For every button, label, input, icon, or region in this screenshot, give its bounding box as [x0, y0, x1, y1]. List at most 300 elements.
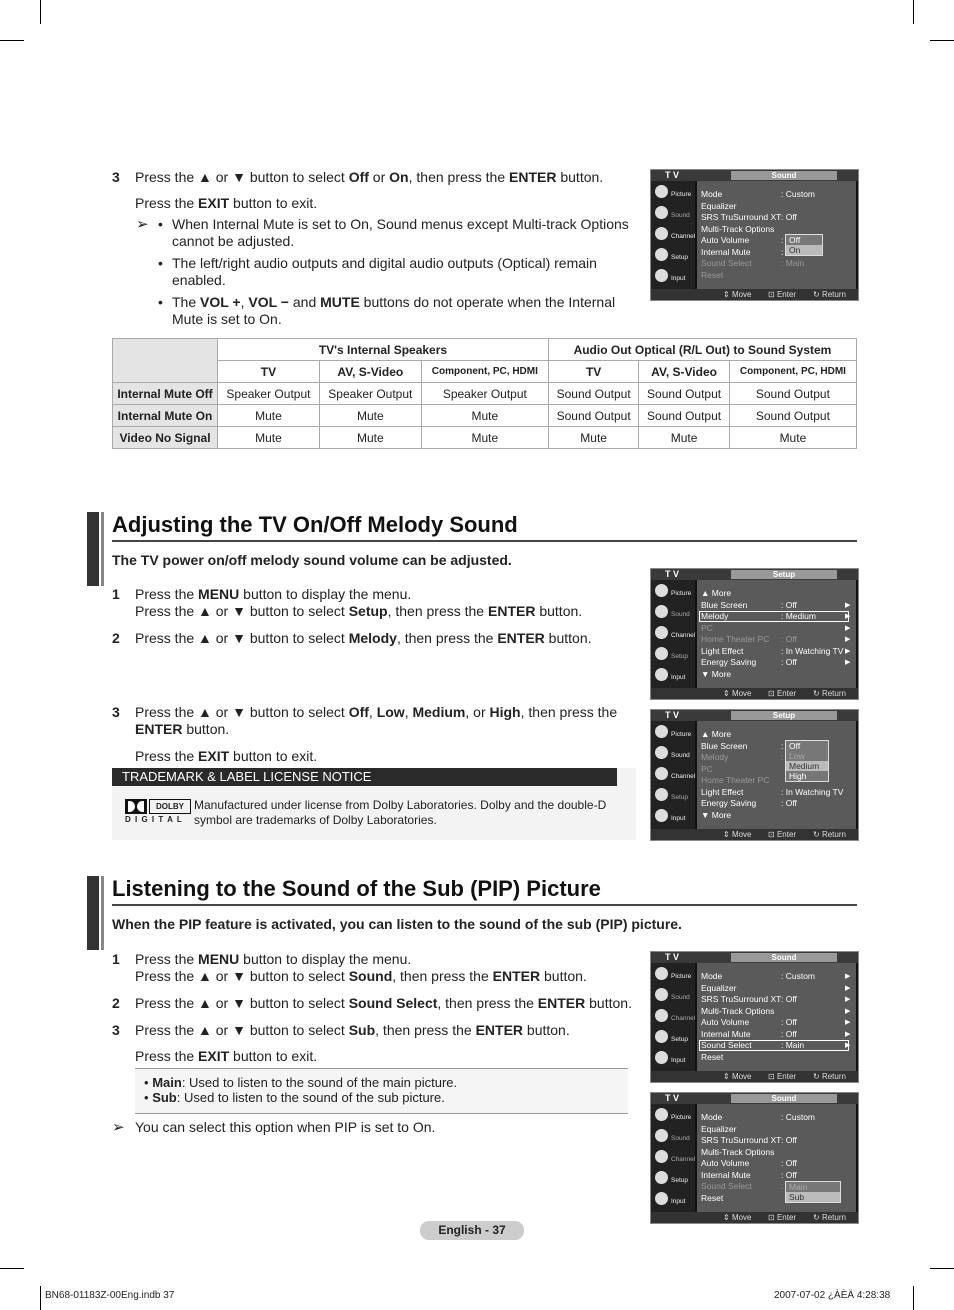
osd-sidebar-item-input — [653, 1048, 695, 1068]
setup-icon — [655, 1030, 668, 1043]
crop-mark — [40, 1286, 41, 1310]
setup-icon — [655, 788, 668, 801]
section-rule — [112, 904, 857, 906]
osd-footer — [651, 1212, 858, 1223]
table-col-header: TV — [548, 361, 638, 383]
step-number: 1 — [112, 586, 120, 602]
table-cell: Sound Output — [639, 383, 729, 405]
osd-tv-label: T V — [665, 710, 680, 720]
osd-sidebar-item-channel — [653, 1006, 695, 1026]
osd-row-label: Melody — [701, 611, 729, 621]
chevron-right-icon: ▶ — [845, 1019, 851, 1026]
table-corner — [113, 339, 218, 383]
table-group-header: Audio Out Optical (R/L Out) to Sound System — [548, 339, 856, 361]
osd-row-value: : — [781, 752, 784, 762]
dolby-logo — [125, 799, 191, 825]
osd-row-value: : In Watching TV — [781, 786, 844, 797]
crop-mark — [0, 40, 24, 41]
osd-sidebar-label: Sound — [671, 611, 690, 618]
osd-option: Off — [789, 741, 801, 751]
osd-footer — [651, 289, 858, 300]
osd-menu-title: Sound — [731, 953, 837, 962]
table-col-header: Component, PC, HDMI — [729, 361, 856, 383]
section-lead: When the PIP feature is activated, you can listen to the sound of the sub (PIP) picture. — [112, 916, 682, 932]
osd-sidebar-label: Setup — [671, 1036, 688, 1043]
osd-option: On — [786, 245, 822, 255]
osd-sidebar — [651, 580, 695, 688]
note-arrow: ➢ — [112, 1119, 125, 1136]
osd-sidebar-item-picture — [653, 182, 695, 202]
osd-main — [697, 721, 856, 829]
table-cell: Mute — [421, 427, 548, 449]
osd-return-text: Return — [821, 1213, 846, 1222]
osd-row-value: : In Watching TV — [781, 645, 844, 656]
osd-option: Main — [789, 1182, 808, 1192]
return-icon: ↻ — [813, 290, 820, 299]
chevron-right-icon: ▶ — [845, 984, 851, 992]
table-cell: Sound Output — [729, 383, 856, 405]
osd-row-value: : Off — [781, 212, 797, 222]
osd-sidebar-item-input — [653, 665, 695, 685]
osd-row-label: SRS TruSurround XT — [701, 212, 782, 222]
osd-sidebar-item-picture — [653, 1105, 695, 1125]
osd-move-label — [723, 1212, 752, 1223]
osd-option: Low — [789, 751, 805, 761]
osd-row-label: Multi-Track Options — [701, 1146, 775, 1157]
osd-sidebar-label: Channel — [671, 1015, 696, 1022]
osd-row-label: Auto Volume — [701, 1158, 750, 1168]
step-number: 1 — [112, 951, 120, 967]
osd-main — [697, 1104, 856, 1212]
osd-sidebar-item-sound — [653, 203, 695, 223]
note-text: Mute is set to On. — [172, 311, 282, 327]
osd-enter-text: Enter — [776, 1072, 797, 1081]
osd-enter-label — [768, 829, 796, 840]
tv-menu-setup-melody — [650, 709, 859, 841]
tv-menu-sound-sub — [650, 1092, 859, 1224]
osd-option: Sub — [786, 1192, 840, 1202]
osd-row-label: Multi-Track Options — [701, 223, 775, 234]
note-text: enabled. — [172, 272, 226, 288]
osd-row-label: Internal Mute — [701, 1169, 751, 1180]
osd-move-label — [723, 289, 752, 300]
osd-row-value: : Off — [781, 1028, 797, 1039]
osd-tv-label: T V — [665, 1093, 680, 1103]
osd-sidebar-item-input — [653, 266, 695, 286]
osd-row-label: ▼ More — [701, 809, 732, 820]
osd-row-label: Reset — [701, 1051, 724, 1062]
osd-sidebar-label: Picture — [671, 1114, 692, 1121]
osd-row-label: ▲ More — [701, 588, 732, 598]
osd-enter-label — [768, 289, 796, 300]
osd-row-label: Home Theater PC — [701, 775, 770, 785]
osd-sidebar-label: Setup — [671, 1177, 688, 1184]
osd-tv-label: T V — [665, 170, 680, 180]
picture-icon — [655, 725, 668, 738]
chevron-right-icon: ▶ — [845, 996, 851, 1003]
osd-enter-label — [768, 688, 796, 699]
osd-sidebar-item-picture — [653, 964, 695, 984]
chevron-right-icon: ▶ — [845, 636, 851, 643]
osd-move-label — [723, 829, 752, 840]
osd-menu-title: Sound — [731, 171, 837, 180]
osd-sidebar-label: Picture — [671, 731, 692, 738]
crop-mark — [0, 1268, 24, 1269]
osd-sidebar-item-picture — [653, 722, 695, 742]
osd-sidebar-item-setup — [653, 644, 695, 664]
input-icon — [655, 809, 668, 822]
row-label: Internal Mute On — [113, 405, 218, 427]
osd-row-value: : — [781, 246, 784, 257]
section-bar — [87, 512, 99, 586]
note-text: cannot be adjusted. — [172, 233, 295, 249]
setup-icon — [655, 248, 668, 261]
tv-menu-setup — [650, 568, 859, 700]
input-icon — [655, 1192, 668, 1205]
osd-dropdown — [785, 234, 823, 256]
table-cell: Sound Output — [548, 405, 638, 427]
osd-row-label: Internal Mute — [701, 1028, 751, 1039]
osd-row-label: Sound Select — [701, 1040, 752, 1050]
osd-enter-text: Enter — [776, 1213, 797, 1222]
osd-option: Off — [789, 235, 801, 245]
osd-sidebar-label: Picture — [671, 973, 692, 980]
osd-return-label — [813, 688, 846, 699]
table-cell: Sound Output — [639, 405, 729, 427]
chevron-right-icon: ▶ — [845, 973, 851, 980]
osd-sidebar-label: Sound — [671, 212, 690, 219]
osd-sidebar-item-sound — [653, 743, 695, 763]
osd-move-text: Move — [731, 689, 752, 698]
osd-row-value: : Medium — [781, 611, 816, 621]
step-text: Press the MENU button to display the menu. — [135, 586, 412, 602]
osd-row-label: Reset — [701, 1192, 724, 1203]
enter-icon: ⊡ — [768, 830, 775, 839]
step-text: Press the ▲ or ▼ button to select Off, Low, Medium, or High, then press the — [135, 704, 618, 720]
osd-row-label: Home Theater PC — [701, 634, 770, 644]
osd-return-text: Return — [821, 689, 846, 698]
chevron-right-icon: ▶ — [845, 624, 851, 632]
file-name: BN68-01183Z-00Eng.indb 37 — [45, 1290, 175, 1301]
sound-icon — [655, 746, 668, 759]
channel-icon — [655, 227, 668, 240]
step-text: Press the ▲ or ▼ button to select Sound Select, then press the ENTER button. — [135, 995, 632, 1011]
osd-sidebar-item-channel — [653, 224, 695, 244]
osd-sidebar-label: Channel — [671, 773, 696, 780]
return-icon: ↻ — [813, 1213, 820, 1222]
sound-icon — [655, 1129, 668, 1142]
picture-icon — [655, 1108, 668, 1121]
table-row — [113, 405, 857, 427]
step-text: Press the ▲ or ▼ button to select Setup, then press the ENTER button. — [135, 603, 583, 619]
osd-row-label: Internal Mute — [701, 246, 751, 257]
osd-dropdown — [785, 1181, 841, 1203]
osd-sidebar-label: Setup — [671, 653, 688, 660]
crop-mark — [913, 0, 914, 24]
channel-icon — [655, 767, 668, 780]
table-cell: Sound Output — [548, 383, 638, 405]
table-cell: Speaker Output — [319, 383, 421, 405]
input-icon — [655, 269, 668, 282]
osd-footer — [651, 688, 858, 699]
trademark-heading: TRADEMARK & LABEL LICENSE NOTICE — [112, 768, 617, 786]
osd-return-label — [813, 829, 846, 840]
osd-row-label: SRS TruSurround XT — [701, 1135, 782, 1145]
osd-footer — [651, 1071, 858, 1082]
osd-enter-text: Enter — [776, 290, 797, 299]
osd-sidebar-item-setup — [653, 1027, 695, 1047]
osd-option: Medium — [786, 761, 828, 771]
osd-move-label — [723, 688, 752, 699]
step-number: 2 — [112, 995, 120, 1011]
note-sub: • Sub: Used to listen to the sound of the sub picture. — [144, 1090, 445, 1105]
step-number: 3 — [112, 704, 120, 720]
osd-sidebar-item-channel — [653, 764, 695, 784]
osd-main — [697, 963, 856, 1071]
osd-row-label: Sound Select — [701, 1181, 752, 1191]
table-cell: Mute — [218, 427, 320, 449]
osd-row-label: Energy Saving — [701, 657, 757, 667]
note-text: The VOL +, VOL − and MUTE buttons do not operate when the Internal — [172, 294, 616, 310]
note-arrow: ➢ — [136, 216, 149, 233]
osd-sidebar-label: Channel — [671, 632, 696, 639]
osd-row-label: ▲ More — [701, 729, 732, 739]
osd-sidebar-label: Input — [671, 815, 686, 822]
osd-row-value: : Off — [781, 798, 797, 808]
osd-sidebar-label: Setup — [671, 254, 688, 261]
osd-sidebar-label: Channel — [671, 1156, 696, 1163]
note-bullet: • — [158, 216, 163, 232]
updown-icon: ⇕ — [723, 1072, 730, 1081]
exit-instruction: Press the EXIT button to exit. — [135, 195, 318, 211]
osd-return-text: Return — [821, 830, 846, 839]
note-main: • Main: Used to listen to the sound of the main picture. — [144, 1075, 458, 1090]
exit-instruction: Press the EXIT button to exit. — [135, 748, 318, 764]
osd-row-label: Melody — [701, 752, 729, 762]
step-text: Press the ▲ or ▼ button to select Sub, then press the ENTER button. — [135, 1022, 570, 1038]
print-date: 2007-07-02 ¿ÀÈÄ 4:28:38 — [774, 1290, 891, 1301]
osd-row-label: Blue Screen — [701, 599, 748, 610]
osd-return-label — [813, 1071, 846, 1082]
osd-row-label: Equalizer — [701, 200, 737, 211]
osd-sidebar-item-channel — [653, 623, 695, 643]
chevron-right-icon: ▶ — [845, 613, 851, 620]
updown-icon: ⇕ — [723, 1213, 730, 1222]
osd-row-value: : Custom — [781, 971, 816, 981]
osd-row-value: : Main — [781, 258, 805, 268]
osd-sidebar-label: Input — [671, 1057, 686, 1064]
osd-main — [697, 181, 856, 289]
table-cell: Mute — [729, 427, 856, 449]
osd-footer — [651, 829, 858, 840]
table-row — [113, 383, 857, 405]
osd-sidebar — [651, 721, 695, 829]
osd-row-label: ▼ More — [701, 668, 732, 679]
osd-row-value: : Off — [781, 1169, 797, 1180]
osd-sidebar-label: Input — [671, 1198, 686, 1205]
osd-sidebar-label: Sound — [671, 752, 690, 759]
osd-enter-label — [768, 1212, 796, 1223]
osd-row-label: Blue Screen — [701, 740, 748, 751]
osd-return-label — [813, 289, 846, 300]
osd-row-label: Mode — [701, 1112, 723, 1122]
table-cell: Mute — [319, 405, 421, 427]
osd-row-value: : Off — [781, 994, 797, 1004]
osd-sidebar-item-setup — [653, 1168, 695, 1188]
picture-icon — [655, 185, 668, 198]
sound-icon — [655, 206, 668, 219]
osd-row-label: Mode — [701, 971, 723, 981]
osd-sidebar-label: Setup — [671, 794, 688, 801]
channel-icon — [655, 1150, 668, 1163]
section-lead: The TV power on/off melody sound volume can be adjusted. — [112, 552, 512, 568]
note-text: When Internal Mute is set to On, Sound menus except Multi-track Options — [172, 216, 629, 232]
osd-sidebar-label: Channel — [671, 233, 696, 240]
enter-icon: ⊡ — [768, 1213, 775, 1222]
step-number: 3 — [112, 169, 120, 185]
step-text: Press the ▲ or ▼ button to select Sound, then press the ENTER button. — [135, 968, 587, 984]
step-text: Press the MENU button to display the menu. — [135, 951, 412, 967]
chevron-right-icon: ▶ — [845, 1042, 851, 1049]
chevron-right-icon: ▶ — [845, 659, 851, 666]
osd-row-value: : Custom — [781, 1112, 816, 1122]
input-icon — [655, 1051, 668, 1064]
osd-row-label: Reset — [701, 269, 724, 280]
osd-move-label — [723, 1071, 752, 1082]
osd-return-text: Return — [821, 1072, 846, 1081]
updown-icon: ⇕ — [723, 830, 730, 839]
osd-dropdown — [785, 740, 829, 782]
osd-sidebar-item-channel — [653, 1147, 695, 1167]
osd-sidebar-item-sound — [653, 985, 695, 1005]
step-text: Press the ▲ or ▼ button to select Melody, then press the ENTER button. — [135, 630, 592, 646]
table-col-header: Component, PC, HDMI — [421, 361, 548, 383]
setup-icon — [655, 1171, 668, 1184]
section-rule — [112, 540, 857, 542]
osd-row-label: Auto Volume — [701, 1017, 750, 1027]
crop-mark — [930, 40, 954, 41]
osd-sidebar-item-input — [653, 1189, 695, 1209]
osd-sidebar-label: Picture — [671, 590, 692, 597]
picture-icon — [655, 967, 668, 980]
osd-sidebar-item-setup — [653, 785, 695, 805]
return-icon: ↻ — [813, 689, 820, 698]
section-bar — [87, 876, 99, 950]
osd-row-label: Light Effect — [701, 645, 744, 656]
osd-tv-label: T V — [665, 952, 680, 962]
trademark-text: Manufactured under license from Dolby Laboratories. Dolby and the double-D — [194, 798, 607, 812]
table-cell: Mute — [639, 427, 729, 449]
step-number: 3 — [112, 1022, 120, 1038]
input-icon — [655, 668, 668, 681]
chevron-right-icon: ▶ — [845, 647, 851, 655]
osd-row-label: Multi-Track Options — [701, 1005, 775, 1016]
osd-sidebar-item-sound — [653, 602, 695, 622]
osd-move-text: Move — [731, 830, 752, 839]
note-bullet: • — [158, 255, 163, 271]
crop-mark — [40, 0, 41, 24]
table-cell: Sound Output — [729, 405, 856, 427]
osd-row-value: : — [781, 1181, 784, 1191]
chevron-right-icon: ▶ — [845, 1030, 851, 1038]
osd-row-label: Mode — [701, 189, 723, 199]
osd-row-value: : — [781, 235, 784, 245]
exit-instruction: Press the EXIT button to exit. — [135, 1048, 318, 1064]
osd-row-value: : Custom — [781, 189, 816, 199]
osd-sidebar — [651, 1104, 695, 1212]
step-number: 2 — [112, 630, 120, 646]
trademark-text: symbol are trademarks of Dolby Laboratories. — [194, 813, 437, 827]
osd-sidebar — [651, 963, 695, 1071]
chevron-right-icon: ▶ — [845, 1007, 851, 1015]
osd-row-value: : Off — [781, 1017, 797, 1027]
table-cell: Mute — [421, 405, 548, 427]
osd-row-value: : Main — [781, 1040, 805, 1050]
osd-move-text: Move — [731, 1213, 752, 1222]
row-label: Internal Mute Off — [113, 383, 218, 405]
osd-row-label: PC — [701, 622, 713, 633]
step-text: ENTER button. — [135, 721, 230, 737]
return-icon: ↻ — [813, 1072, 820, 1081]
enter-icon: ⊡ — [768, 1072, 775, 1081]
osd-enter-label — [768, 1071, 796, 1082]
table-cell: Speaker Output — [421, 383, 548, 405]
osd-row-label: SRS TruSurround XT — [701, 994, 782, 1004]
section-title: Listening to the Sound of the Sub (PIP) Picture — [112, 876, 601, 901]
osd-row-label: Sound Select — [701, 258, 752, 268]
osd-enter-text: Enter — [776, 689, 797, 698]
osd-sidebar-item-picture — [653, 581, 695, 601]
table-row — [113, 427, 857, 449]
table-group-header: TV's Internal Speakers — [218, 339, 549, 361]
table-col-header: AV, S-Video — [319, 361, 421, 383]
osd-row-value: : Off — [781, 1158, 797, 1168]
crop-mark — [930, 1268, 954, 1269]
osd-enter-text: Enter — [776, 830, 797, 839]
enter-icon: ⊡ — [768, 290, 775, 299]
table-col-header: AV, S-Video — [639, 361, 729, 383]
osd-row-label: Equalizer — [701, 982, 737, 993]
step-text: Press the ▲ or ▼ button to select Off or On, then press the ENTER button. — [135, 169, 604, 185]
osd-sidebar-label: Input — [671, 674, 686, 681]
updown-icon: ⇕ — [723, 689, 730, 698]
crop-mark — [913, 1286, 914, 1310]
osd-menu-title: Sound — [731, 1094, 837, 1103]
osd-main — [697, 580, 856, 688]
chevron-right-icon: ▶ — [845, 601, 851, 609]
osd-sidebar-item-input — [653, 806, 695, 826]
table-cell: Mute — [319, 427, 421, 449]
osd-sidebar-item-sound — [653, 1126, 695, 1146]
tv-menu-sound-select — [650, 951, 859, 1083]
osd-row-value: : Off — [781, 1135, 797, 1145]
table-cell: Mute — [218, 405, 320, 427]
osd-menu-title: Setup — [731, 570, 837, 579]
dolby-logo-digital: D I G I T A L — [125, 815, 183, 824]
osd-tv-label: T V — [665, 569, 680, 579]
note-text: The left/right audio outputs and digital audio outputs (Optical) remain — [172, 255, 597, 271]
osd-sidebar-label: Picture — [671, 191, 692, 198]
dolby-logo-text: DOLBY — [149, 799, 191, 814]
setup-icon — [655, 647, 668, 660]
section-bar — [101, 876, 104, 950]
osd-row-value: : Off — [781, 634, 797, 644]
osd-return-text: Return — [821, 290, 846, 299]
osd-menu-title: Setup — [731, 711, 837, 720]
table-cell: Speaker Output — [218, 383, 320, 405]
page-number: English - 37 — [420, 1221, 524, 1240]
return-icon: ↻ — [813, 830, 820, 839]
